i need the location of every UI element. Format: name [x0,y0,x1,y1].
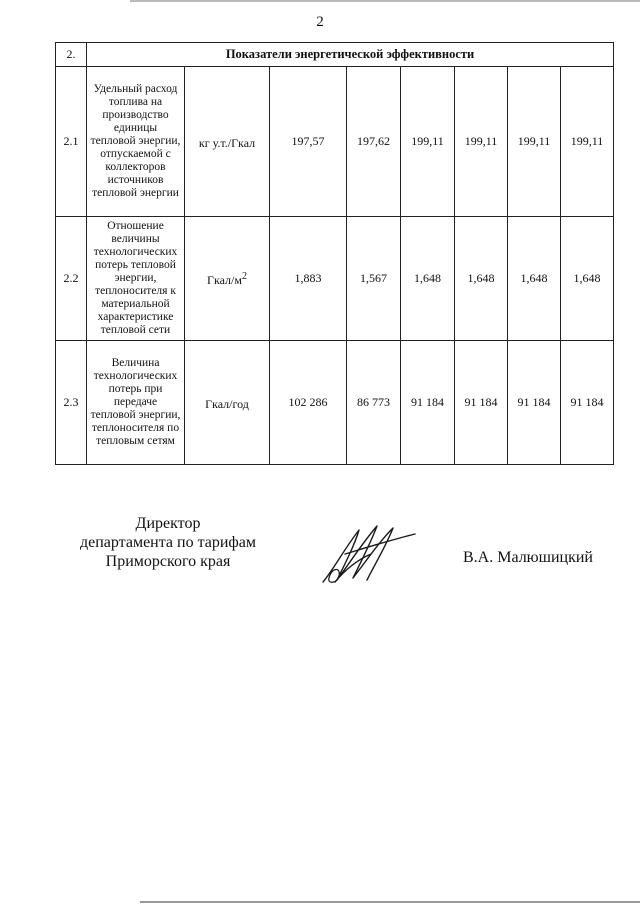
value-cell: 199,11 [455,67,508,217]
table-row [56,67,614,217]
section-header-row [56,43,614,67]
value-cell: 199,11 [561,67,614,217]
indicator-name: Отношение величины технологических потерь тепловой энергии, теплоносителя к материальной характеристике тепловой сети [87,217,185,341]
value-cell: 197,62 [347,67,401,217]
section-title: Показатели энергетической эффективности [87,43,614,67]
section-number: 2. [56,43,87,67]
value-cell: 102 286 [270,341,347,465]
row-number: 2.2 [56,217,87,341]
value-cell: 199,11 [401,67,455,217]
row-number: 2.1 [56,67,87,217]
unit-superscript: 2 [241,271,247,282]
unit-text: Гкал/м [207,273,242,287]
value-cell: 199,11 [508,67,561,217]
value-cell: 91 184 [455,341,508,465]
value-cell: 1,648 [401,217,455,341]
table-row [56,217,614,341]
value-cell: 91 184 [561,341,614,465]
unit-cell [185,217,270,341]
value-cell: 1,883 [270,217,347,341]
value-cell: 91 184 [401,341,455,465]
indicator-name: Величина технологических потерь при передаче тепловой энергии, теплоносителя по тепловым сетям [87,341,185,465]
value-cell: 86 773 [347,341,401,465]
scan-edge [130,0,640,2]
position-line: департамента по тарифам [79,534,257,551]
indicators-table [55,42,614,465]
signatory-name: В.А. Малюшицкий [463,549,593,566]
value-cell: 91 184 [508,341,561,465]
value-cell: 1,648 [508,217,561,341]
unit-cell [185,341,270,465]
unit-text: кг у.т./Гкал [198,136,256,150]
indicator-name: Удельный расход топлива на производство единицы тепловой энергии, отпускаемой с коллекторов источников тепловой энергии [87,67,185,217]
unit-text: Гкал/год [205,397,249,411]
page-number: 2 [316,14,324,30]
signatory-position [58,514,278,571]
value-cell: 1,567 [347,217,401,341]
value-cell: 1,648 [455,217,508,341]
handwritten-signature [315,520,420,590]
unit-cell [185,67,270,217]
table-row [56,341,614,465]
scan-edge [140,901,640,903]
value-cell: 197,57 [270,67,347,217]
row-number: 2.3 [56,341,87,465]
position-line: Приморского края [105,553,231,570]
value-cell: 1,648 [561,217,614,341]
position-line: Директор [135,515,201,532]
